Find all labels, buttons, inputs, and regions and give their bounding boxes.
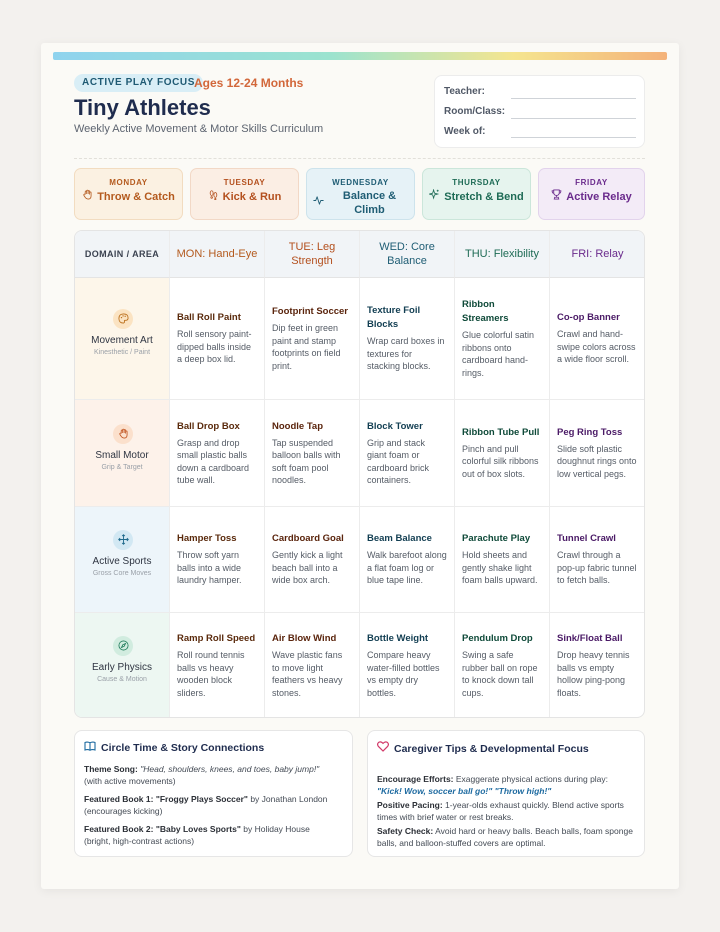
day-activity-label: Throw & Catch — [97, 191, 175, 203]
trophy-icon — [551, 189, 562, 203]
domain-subtitle: Gross Core Moves — [92, 570, 152, 577]
tip-encourage: Encourage Efforts: Exaggerate physical actions during play: "Kick! Wow, soccer ball go!" "Throw high!" — [377, 774, 609, 796]
domain-subtitle: Kinesthetic / Paint — [93, 349, 151, 356]
day-name: MONDAY — [109, 178, 148, 187]
caregiver-tips-title: Caregiver Tips & Developmental Focus — [394, 743, 589, 755]
table-header-col-5 — [550, 231, 645, 278]
tip-safety: Safety Check: Avoid hard or heavy balls. Beach balls, foam sponge balls, and balloon-stuffed covers are optimal. — [377, 826, 633, 848]
activity-cell — [455, 278, 550, 400]
featured-book-2: Featured Book 2: "Baby Loves Sports" by Holiday House (bright, high-contrast actions) — [84, 824, 310, 846]
class-info-box — [434, 75, 645, 148]
domain-header-label: DOMAIN / AREA — [84, 249, 160, 259]
day-activity — [423, 189, 530, 203]
activity-description: Hold sheets and gently shake light foam balls upward. — [462, 550, 538, 586]
day-activity-label: Active Relay — [566, 191, 632, 203]
activity-description: Tap suspended balloon balls with soft foam pool noodles. — [272, 437, 341, 485]
activity-title: Ribbon Tube Pull — [462, 426, 540, 438]
activity-title: Ribbon Streamers — [462, 299, 509, 324]
activity-cell — [455, 613, 550, 718]
activity-description: Gently kick a light beach ball into a wide box arch. — [272, 550, 343, 586]
activity-title: Air Blow Wind — [272, 633, 337, 644]
domain-subtitle: Grip & Target — [101, 463, 143, 471]
table-header-col-1 — [170, 231, 265, 278]
domain-name: Movement Art — [91, 335, 153, 346]
activity-cell — [265, 613, 360, 718]
activity-title: Noodle Tap — [272, 420, 324, 432]
day-card-wednesday — [306, 168, 415, 220]
activity-title: Block Tower — [367, 420, 423, 432]
accent-bar — [53, 52, 667, 60]
activity-title: Parachute Play — [462, 533, 531, 545]
row-header-small-motor — [75, 400, 170, 507]
activity-cell — [550, 613, 645, 718]
day-card-tuesday — [190, 168, 299, 220]
activity-cell — [265, 507, 360, 613]
activity-description: Pinch and pull colorful silk ribbons out of box slots. — [462, 443, 539, 479]
activity-cell — [170, 400, 265, 507]
week-label: Week of: — [444, 126, 486, 137]
activity-cell — [360, 613, 455, 718]
teacher-field[interactable] — [511, 98, 636, 99]
activity-description: Roll sensory paint-dipped balls inside a deep box lid. — [177, 329, 252, 365]
table-header-domain — [75, 231, 170, 278]
activity-title: Tunnel Crawl — [557, 533, 616, 545]
column-label: TUE: Leg Strength — [288, 241, 336, 267]
tip-pacing: Positive Pacing: 1-year-olds exhaust quickly. Blend active sports times with brief water or rest breaks. — [377, 800, 624, 822]
activity-title: Peg Ring Toss — [557, 426, 623, 438]
day-activity — [539, 189, 644, 203]
activity-cell — [170, 278, 265, 400]
activity-description: Drop heavy tennis balls vs empty hollow ping-pong floats. — [557, 650, 630, 698]
activity-title: Ramp Roll Speed — [177, 633, 256, 644]
activity-cell — [455, 507, 550, 613]
week-field[interactable] — [511, 137, 636, 138]
activity-cell — [550, 400, 645, 507]
day-name: THURSDAY — [452, 178, 501, 187]
day-activity-label: Balance & Climb — [342, 190, 397, 216]
divider — [74, 158, 645, 159]
activity-title: Hamper Toss — [177, 533, 237, 545]
domain-name: Small Motor — [95, 449, 149, 461]
activity-description: Walk barefoot along a flat foam log or blue tape line. — [367, 550, 447, 586]
activity-description: Grip and stack giant foam or cardboard brick containers. — [367, 437, 430, 485]
compass-icon — [113, 636, 133, 656]
day-card-monday — [74, 168, 183, 220]
activity-cell — [550, 278, 645, 400]
room-field[interactable] — [511, 118, 636, 119]
activity-description: Slide soft plastic doughnut rings onto low vertical pegs. — [557, 443, 637, 479]
activity-title: Sink/Float Ball — [557, 633, 623, 644]
circle-time-card — [74, 730, 353, 857]
activity-description: Crawl through a pop-up fabric tunnel to fetch balls. — [557, 550, 637, 586]
activity-title: Cardboard Goal — [272, 533, 344, 545]
column-label: WED: Core Balance — [379, 241, 435, 267]
activity-title: Bottle Weight — [367, 633, 429, 644]
activity-description: Grasp and drop small plastic balls down a cardboard tube wall. — [177, 437, 250, 485]
column-label: THU: Flexibility — [465, 248, 539, 260]
focus-tag: ACTIVE PLAY FOCUS — [74, 74, 203, 92]
day-name: FRIDAY — [575, 178, 608, 187]
table-header-col-3 — [360, 231, 455, 278]
domain-subtitle: Cause & Motion — [97, 676, 147, 683]
row-header-early-physics — [75, 613, 170, 718]
activity-cell — [265, 400, 360, 507]
activity-title: Footprint Soccer — [272, 306, 349, 317]
activity-description: Compare heavy water-filled bottles vs empty dry bottles. — [367, 650, 440, 698]
footprint-icon — [208, 189, 219, 203]
age-range: Ages 12-24 Months — [194, 76, 304, 90]
activity-title: Texture Foil Blocks — [367, 305, 421, 331]
activity-description: Dip feet in green paint and stamp footprints on field print. — [272, 323, 341, 371]
palette-icon — [113, 309, 133, 329]
room-label: Room/Class: — [444, 106, 506, 117]
move-icon — [113, 530, 133, 550]
activity-icon — [313, 195, 324, 210]
page-subtitle: Weekly Active Movement & Motor Skills Curriculum — [74, 123, 324, 135]
hand-icon — [82, 189, 93, 203]
activity-cell — [360, 507, 455, 613]
activity-title: Co-op Banner — [557, 312, 620, 324]
book-icon — [84, 741, 96, 754]
activity-title: Ball Drop Box — [177, 420, 240, 432]
day-name: TUESDAY — [223, 178, 266, 187]
table-header-col-2 — [265, 231, 360, 278]
domain-name: Active Sports — [92, 556, 152, 567]
row-header-active-sports — [75, 507, 170, 613]
teacher-label: Teacher: — [444, 86, 485, 97]
theme-song: Theme Song: "Head, shoulders, knees, and toes, baby jump!" (with active movements) — [84, 764, 320, 786]
activity-cell — [360, 400, 455, 507]
activity-description: Wrap card boxes in textures for stacking blocks. — [367, 336, 445, 372]
heart-icon — [377, 741, 389, 755]
sparkle-icon — [429, 189, 440, 203]
day-card-thursday — [422, 168, 531, 220]
activity-cell — [170, 507, 265, 613]
day-activity-label: Kick & Run — [222, 191, 282, 203]
activity-cell — [455, 400, 550, 507]
activity-description: Glue colorful satin ribbons onto cardboard hand-rings. — [462, 330, 535, 378]
table-header-col-4 — [455, 231, 550, 278]
activity-title: Beam Balance — [367, 533, 432, 545]
curriculum-table — [74, 230, 645, 718]
page-title: Tiny Athletes — [74, 95, 211, 120]
activity-description: Roll round tennis balls vs heavy wooden block sliders. — [177, 650, 245, 698]
activity-cell — [170, 613, 265, 718]
row-header-movement-art — [75, 278, 170, 400]
column-label: FRI: Relay — [571, 248, 624, 260]
day-card-friday — [538, 168, 645, 220]
activity-description: Crawl and hand-swipe colors across a wide floor scroll. — [557, 329, 636, 365]
activity-cell — [360, 278, 455, 400]
day-activity — [337, 189, 402, 217]
activity-description: Throw soft yarn balls into a wide laundry hamper. — [177, 550, 242, 586]
hand-icon — [113, 424, 133, 444]
activity-title: Ball Roll Paint — [177, 312, 241, 324]
activity-title: Pendulum Drop — [462, 633, 533, 644]
day-activity — [191, 189, 298, 203]
caregiver-tips-heading — [377, 741, 589, 755]
featured-book-1: Featured Book 1: "Froggy Plays Soccer" by Jonathan London (encourages kicking) — [84, 794, 328, 816]
activity-description: Wave plastic fans to move light feathers vs heavy stones. — [272, 650, 343, 698]
caregiver-tips-card — [367, 730, 645, 857]
day-activity-label: Stretch & Bend — [444, 191, 524, 203]
column-label: MON: Hand-Eye — [176, 248, 258, 260]
circle-time-title: Circle Time & Story Connections — [101, 742, 265, 754]
day-activity — [75, 189, 182, 203]
activity-cell — [265, 278, 360, 400]
activity-description: Swing a safe rubber ball on rope to knock down tall cups. — [462, 650, 538, 698]
day-name: WEDNESDAY — [332, 178, 389, 187]
circle-time-heading — [84, 741, 264, 754]
domain-name: Early Physics — [91, 662, 152, 673]
activity-cell — [550, 507, 645, 613]
